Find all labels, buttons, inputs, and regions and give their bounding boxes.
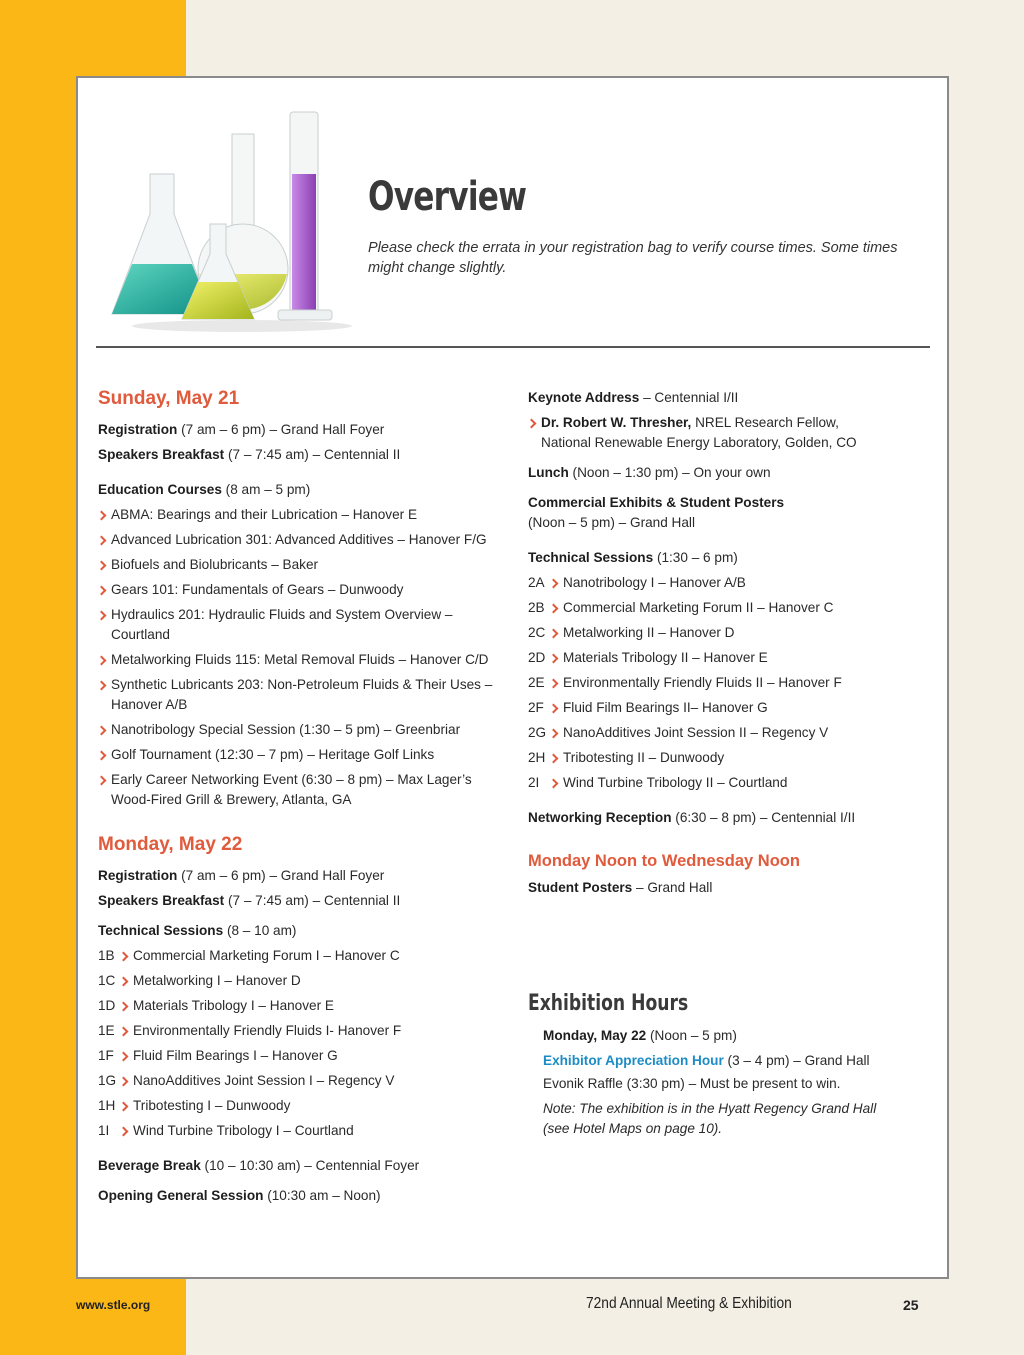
afternoon-tech-detail: (1:30 – 6 pm): [653, 550, 738, 565]
session-title: NanoAdditives Joint Session I – Regency V: [120, 1071, 394, 1091]
monday-technical-sessions: [98, 921, 508, 941]
left-column: [98, 388, 508, 1206]
session-item: [528, 673, 938, 693]
exhibition-details: [528, 1026, 938, 1139]
session-code: 1I: [98, 1123, 110, 1138]
session-title: Nanotribology I – Hanover A/B: [550, 573, 746, 593]
session-item: [98, 971, 508, 991]
session-code: 2D: [528, 650, 546, 665]
session-code: 1B: [98, 948, 115, 963]
session-code: 2C: [528, 625, 546, 640]
session-item: [98, 1121, 508, 1141]
raffle-info: Evonik Raffle (3:30 pm) – Must be present to win.: [543, 1076, 841, 1091]
keynote-label: Keynote Address: [528, 390, 640, 405]
session-title: Wind Turbine Tribology I – Courtland: [120, 1121, 354, 1141]
session-item: [98, 996, 508, 1016]
lab-glassware-illustration: [102, 104, 352, 334]
session-item: [98, 946, 508, 966]
list-item: Metalworking Fluids 115: Metal Removal Fluids – Hanover C/D: [98, 650, 508, 670]
opening-session-detail: (10:30 am – Noon): [263, 1188, 381, 1203]
header-divider: [96, 346, 930, 348]
sunday-registration-label: Registration: [98, 422, 178, 437]
student-posters-label: Student Posters: [528, 880, 633, 895]
page-subtitle: Please check the errata in your registration bag to verify course times. Some times might change slightly.: [368, 240, 898, 276]
session-code: 1H: [98, 1098, 116, 1113]
session-code: 1G: [98, 1073, 117, 1088]
session-item: [98, 1046, 508, 1066]
list-item: Early Career Networking Event (6:30 – 8 pm) – Max Lager’s Wood-Fired Grill & Brewery, Atlanta, GA: [98, 770, 490, 810]
networking-reception: [528, 808, 938, 828]
session-title: Commercial Marketing Forum I – Hanover C: [120, 946, 400, 966]
session-code: 1C: [98, 973, 116, 988]
session-title: Tribotesting I – Dunwoody: [120, 1096, 290, 1116]
beverage-break-detail: (10 – 10:30 am) – Centennial Foyer: [200, 1158, 420, 1173]
session-item: [98, 1096, 508, 1116]
session-item: [528, 598, 938, 618]
appreciation-detail: (3 – 4 pm) – Grand Hall: [723, 1053, 870, 1068]
monday-breakfast: [98, 891, 508, 911]
monday-registration: [98, 866, 508, 886]
appreciation-label: Exhibitor Appreciation Hour: [543, 1053, 724, 1068]
beverage-break-label: Beverage Break: [98, 1158, 201, 1173]
commercial-exhibits-label: Commercial Exhibits & Student Posters: [528, 495, 785, 510]
keynote-speaker: [528, 413, 868, 453]
exhibition-note: Note: The exhibition is in the Hyatt Regency Grand Hall (see Hotel Maps on page 10).: [543, 1101, 877, 1136]
session-code: 2I: [528, 775, 540, 790]
session-code: 2B: [528, 600, 545, 615]
session-title: Materials Tribology I – Hanover E: [120, 996, 334, 1016]
session-code: 2E: [528, 675, 545, 690]
exhibition-day-detail: (Noon – 5 pm): [646, 1028, 737, 1043]
exhibition-hours-heading: Exhibition Hours: [528, 991, 689, 1016]
session-item: [528, 648, 938, 668]
speaker-name: Dr. Robert W. Thresher,: [541, 415, 692, 430]
footer-title: 72nd Annual Meeting & Exhibition: [586, 1295, 792, 1312]
afternoon-tech-label: Technical Sessions: [528, 550, 654, 565]
session-title: Materials Tribology II – Hanover E: [550, 648, 768, 668]
list-item: Advanced Lubrication 301: Advanced Additives – Hanover F/G: [98, 530, 508, 550]
session-item: [528, 698, 938, 718]
list-item: Synthetic Lubricants 203: Non-Petroleum Fluids & Their Uses – Hanover A/B: [98, 675, 502, 715]
lunch-label: Lunch: [528, 465, 569, 480]
commercial-exhibits: [528, 493, 938, 513]
commercial-exhibits-detail: (Noon – 5 pm) – Grand Hall: [528, 515, 695, 530]
session-item: [98, 1021, 508, 1041]
page-number: 25: [903, 1297, 919, 1313]
list-item: Nanotribology Special Session (1:30 – 5 pm) – Greenbriar: [98, 720, 508, 740]
keynote-detail: – Centennial I/II: [639, 390, 739, 405]
sunday-registration-detail: (7 am – 6 pm) – Grand Hall Foyer: [177, 422, 385, 437]
sunday-heading: Sunday, May 21: [98, 388, 240, 409]
networking-label: Networking Reception: [528, 810, 672, 825]
session-code: 2H: [528, 750, 546, 765]
footer-url: www.stle.org: [76, 1298, 151, 1312]
session-title: Fluid Film Bearings I – Hanover G: [120, 1046, 338, 1066]
exhibitor-appreciation: [543, 1051, 938, 1071]
session-title: Environmentally Friendly Fluids I- Hanover F: [120, 1021, 401, 1041]
afternoon-technical-sessions: [528, 548, 938, 568]
sunday-breakfast-detail: (7 – 7:45 am) – Centennial II: [224, 447, 401, 462]
session-code: 2G: [528, 725, 547, 740]
session-code: 1D: [98, 998, 116, 1013]
session-title: Commercial Marketing Forum II – Hanover C: [550, 598, 833, 618]
session-code: 2F: [528, 700, 544, 715]
education-courses-label: Education Courses: [98, 482, 222, 497]
right-column: [528, 388, 938, 1139]
list-item: Hydraulics 201: Hydraulic Fluids and System Overview – Courtland: [98, 605, 468, 645]
session-title: Environmentally Friendly Fluids II – Hanover F: [550, 673, 842, 693]
page-title: Overview: [368, 174, 527, 220]
list-item: ABMA: Bearings and their Lubrication – Hanover E: [98, 505, 508, 525]
exhibition-day-label: Monday, May 22: [543, 1028, 647, 1043]
education-courses-detail: (8 am – 5 pm): [221, 482, 311, 497]
monday-breakfast-detail: (7 – 7:45 am) – Centennial II: [224, 893, 401, 908]
sunday-breakfast-label: Speakers Breakfast: [98, 447, 225, 462]
student-posters-detail: – Grand Hall: [632, 880, 713, 895]
session-code: 1F: [98, 1048, 114, 1063]
session-title: Fluid Film Bearings II– Hanover G: [550, 698, 768, 718]
session-title: NanoAdditives Joint Session II – Regency V: [550, 723, 828, 743]
session-title: Tribotesting II – Dunwoody: [550, 748, 724, 768]
monday-breakfast-label: Speakers Breakfast: [98, 893, 225, 908]
monday-tech-detail: (8 – 10 am): [223, 923, 297, 938]
lunch: [528, 463, 938, 483]
exhibition-day: [543, 1026, 938, 1046]
session-item: [528, 773, 938, 793]
sunday-breakfast: [98, 445, 508, 465]
session-code: 1E: [98, 1023, 115, 1038]
monday-registration-label: Registration: [98, 868, 178, 883]
session-item: [528, 748, 938, 768]
monday-heading: Monday, May 22: [98, 834, 243, 855]
list-item: Gears 101: Fundamentals of Gears – Dunwoody: [98, 580, 508, 600]
noon-to-noon-heading: Monday Noon to Wednesday Noon: [528, 852, 800, 870]
speaker-affiliation: NREL Research Fellow, National Renewable Energy Laboratory, Golden, CO: [541, 415, 857, 450]
monday-registration-detail: (7 am – 6 pm) – Grand Hall Foyer: [177, 868, 385, 883]
opening-general-session: [98, 1186, 508, 1206]
list-item: Golf Tournament (12:30 – 7 pm) – Heritage Golf Links: [98, 745, 508, 765]
sunday-registration: [98, 420, 508, 440]
session-item: [528, 723, 938, 743]
list-item: Biofuels and Biolubricants – Baker: [98, 555, 508, 575]
content-panel: [76, 76, 949, 1279]
education-courses: [98, 480, 508, 500]
lunch-detail: (Noon – 1:30 pm) – On your own: [568, 465, 771, 480]
opening-session-label: Opening General Session: [98, 1188, 264, 1203]
session-title: Metalworking II – Hanover D: [550, 623, 735, 643]
session-code: 2A: [528, 575, 545, 590]
networking-detail: (6:30 – 8 pm) – Centennial I/II: [671, 810, 856, 825]
session-item: [528, 573, 938, 593]
session-title: Metalworking I – Hanover D: [120, 971, 301, 991]
session-item: [528, 623, 938, 643]
student-posters: [528, 878, 938, 898]
session-title: Wind Turbine Tribology II – Courtland: [550, 773, 787, 793]
monday-tech-label: Technical Sessions: [98, 923, 224, 938]
session-item: [98, 1071, 508, 1091]
keynote-address: [528, 388, 938, 408]
beverage-break: [98, 1156, 508, 1176]
